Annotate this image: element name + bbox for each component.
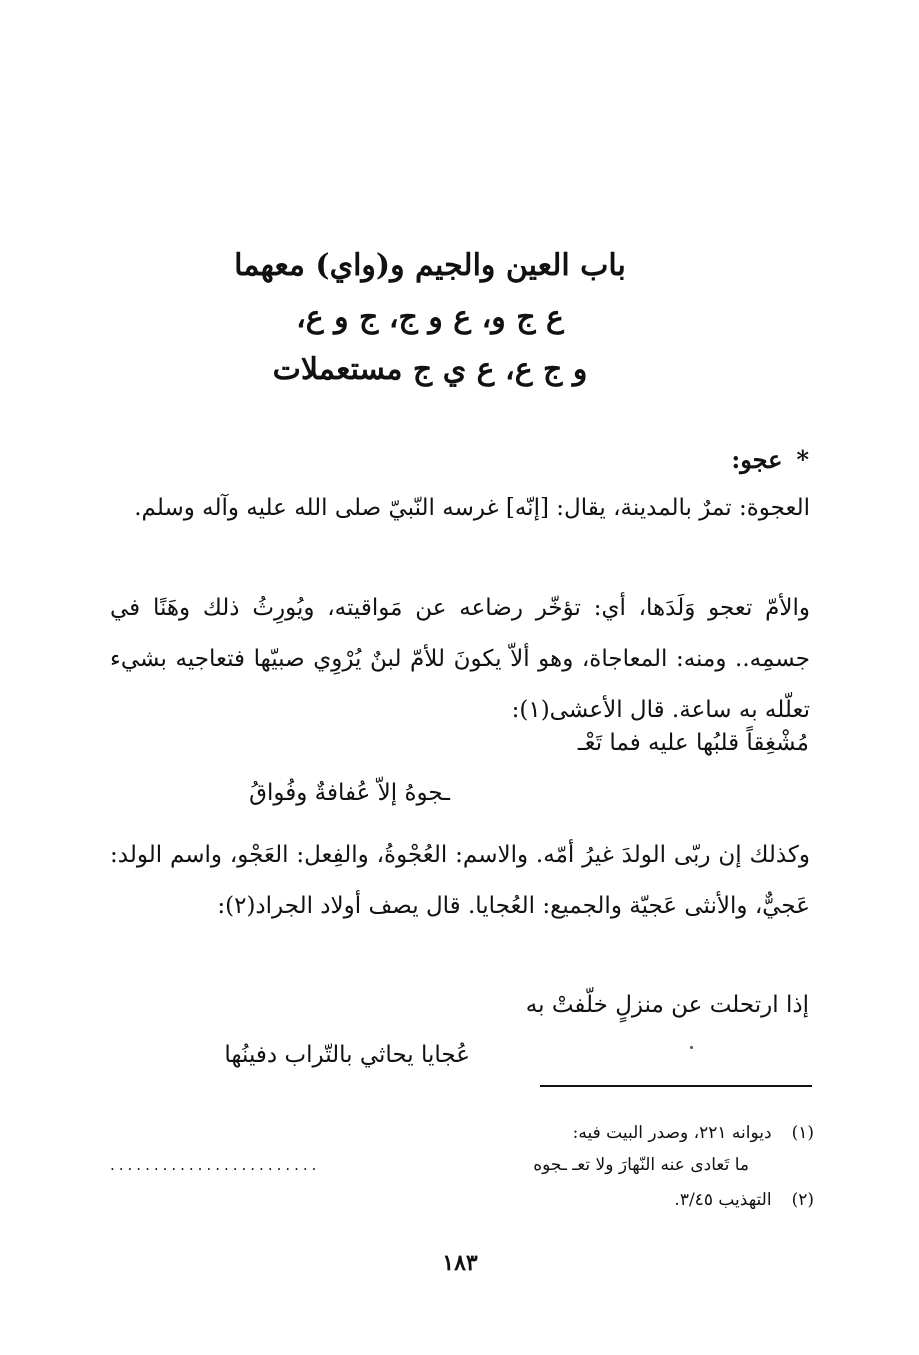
footnote-2-text: التهذيب ٣/٤٥. [674,1190,772,1210]
footnote-1-text: ديوانه ٢٢١، وصدر البيت فيه: [572,1123,772,1143]
asterisk-icon: * [796,445,809,474]
footnote-divider [540,1085,812,1087]
entry-headword: عجو: [731,445,783,474]
verse-2-second-hemistich: عُجايا يحاثي بالتّراب دفينُها [224,1042,470,1068]
footnote-2 [674,1185,814,1215]
footnote-1-verse: ما تَعادى عنه النّهارَ ولا تعـ ـجوه [533,1155,749,1175]
paragraph-ajwa: العجوة: تمرٌ بالمدينة، يقال: [إنّه] غرسه النّبيّ صلى الله عليه وآله وسلم. [134,495,810,521]
page-number: ١٨٣ [442,1250,478,1276]
footnote-2-number: (٢) [791,1190,814,1210]
paragraph-mother: والأمّ تعجو وَلَدَها، أي: تؤخّر رضاعه عن مَواقيته، ويُورِثُ ذلك وهَنًا في جسمِه.. ومنه: المعاجاة، وهو ألاّ يكونَ للأمّ لبنٌ يُرْوِي صبيّها فتعاجيه بشيء تعلّله به ساعة. قال الأعشى(١): [110,595,810,723]
entry-heading [731,445,809,474]
chapter-roots-line-2: و ج ع، ع ي ج مستعملات [272,352,588,387]
footnote-1 [573,1118,814,1148]
verse-2-first-hemistich: إذا ارتحلت عن منزلٍ خلّفتْ به [525,992,809,1018]
footnote-1-number: (١) [791,1123,814,1143]
chapter-title: باب العين والجيم و(واي) معهما [234,248,626,283]
paragraph-child: وكذلك إن ربّى الولدَ غيرُ أمّه. والاسم: العُجْوةُ، والفِعل: العَجْو، واسم الولد: عَجيٌّ، والأنثى عَجيّة والجميع: العُجايا. قال يصف أولاد الجراد(٢): [110,842,810,919]
footnote-1-dots: ........................ [110,1156,321,1174]
verse-1-second-hemistich: ـجوهُ إلاّ عُفافةٌ وفُواقُ [249,780,450,806]
stray-dot [690,1046,693,1049]
verse-1-first-hemistich: مُشْغِقاً قلبُها عليه فما تَعْـ [577,730,809,756]
chapter-roots-line-1: ع ج و، ع و ج، ج و ع، [296,300,564,335]
